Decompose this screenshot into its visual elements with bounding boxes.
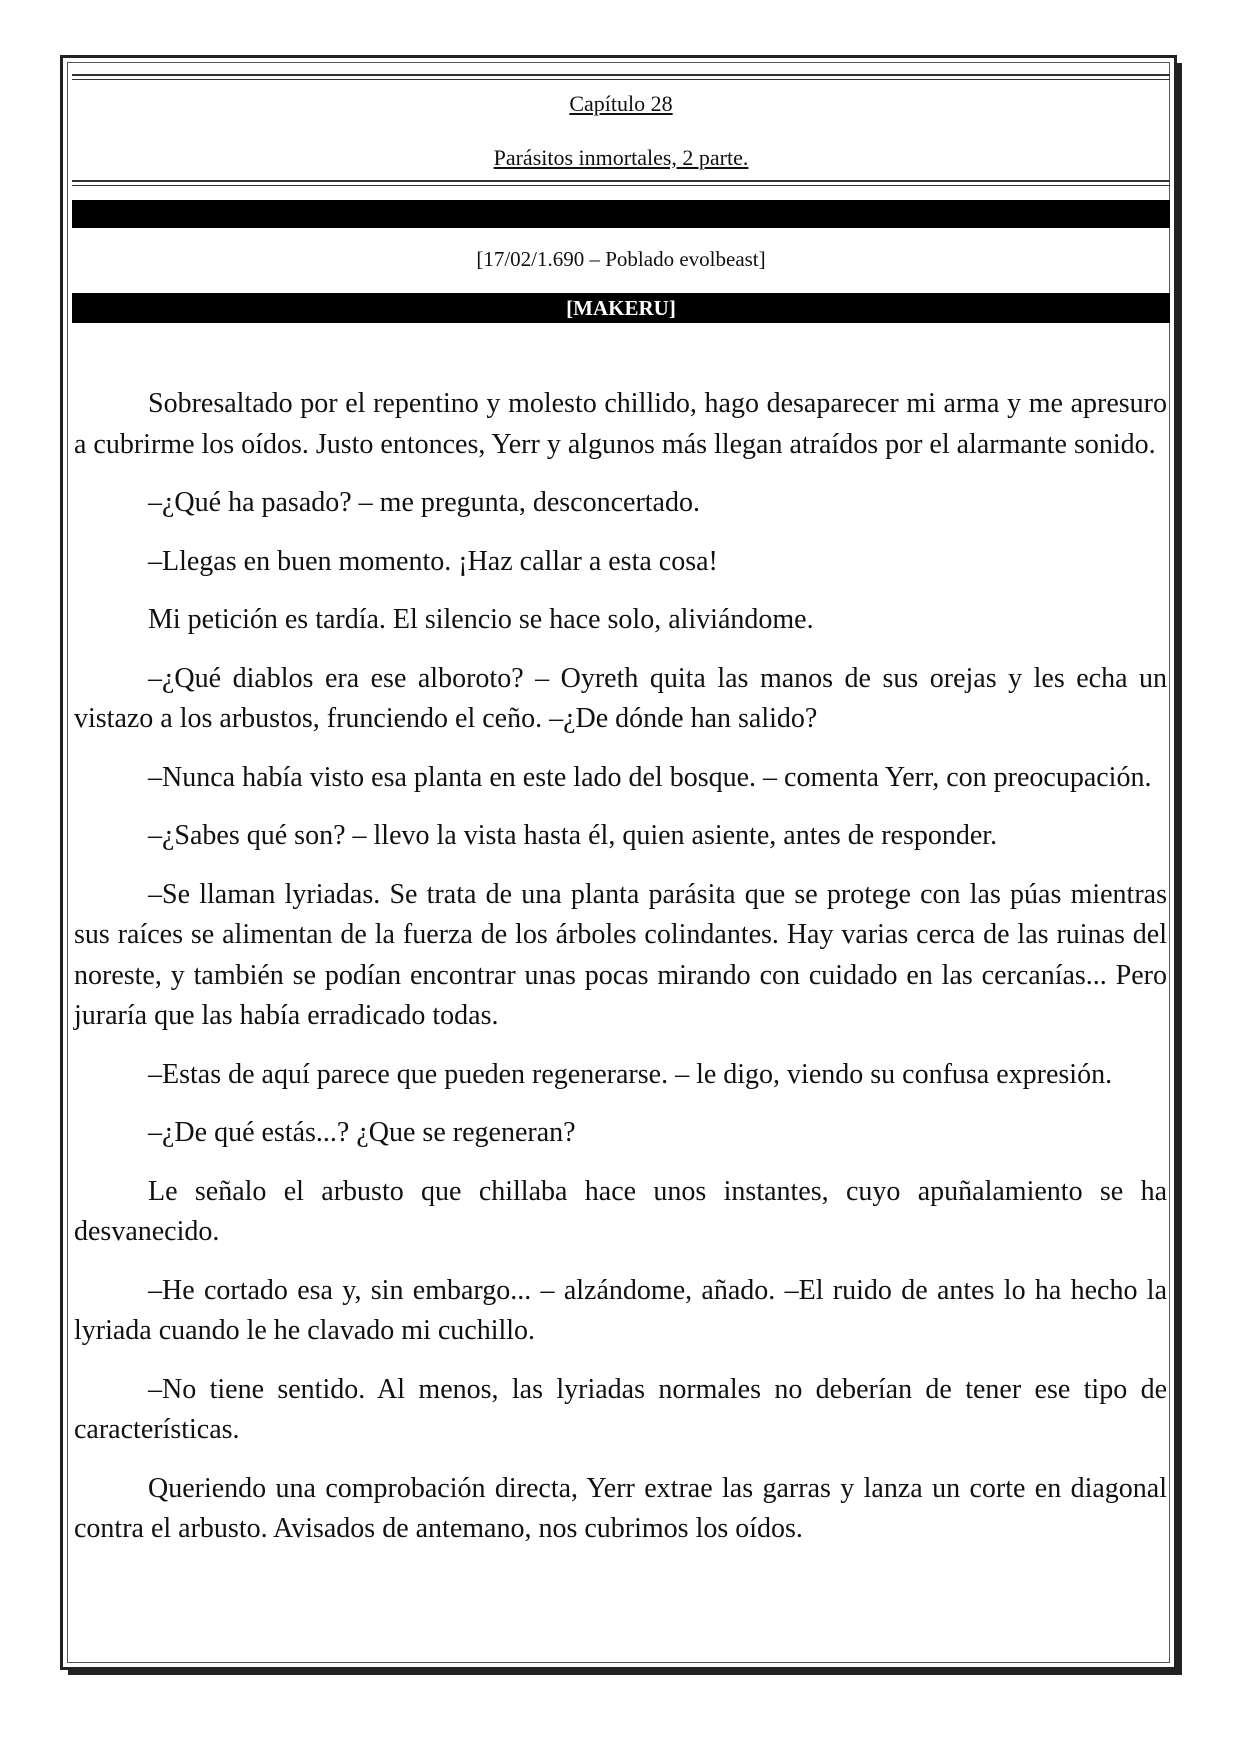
divider [72, 180, 1170, 186]
paragraph: Sobresaltado por el repentino y molesto chillido, hago desaparecer mi arma y me apresuro a cubrirme los oídos. Justo entonces, Yerr y algunos más llegan atraídos por el alarmante sonido. [74, 388, 1167, 460]
paragraph: –He cortado esa y, sin embargo... – alzándome, añado. –El ruido de antes lo ha hecho la lyriada cuando le he clavado mi cuchillo. [74, 1274, 1167, 1346]
separator-bar [72, 200, 1170, 228]
paragraph: –No tiene sentido. Al menos, las lyriadas normales no deberían de tener ese tipo de características. [74, 1373, 1167, 1445]
frame-shadow [1177, 63, 1182, 1675]
frame-shadow [68, 1670, 1182, 1675]
chapter-header [72, 74, 1170, 186]
paragraph: Mi petición es tardía. El silencio se hace solo, aliviándome. [148, 604, 814, 635]
divider [72, 74, 1170, 80]
chapter-title: Capítulo 28 [569, 91, 673, 116]
paragraph: –Llegas en buen momento. ¡Haz callar a esta cosa! [148, 545, 718, 577]
chapter-subtitle: Parásitos inmortales, 2 parte. [493, 145, 749, 170]
paragraph: –¿Qué ha pasado? – me pregunta, desconcertado. [148, 487, 700, 518]
paragraph: Queriendo una comprobación directa, Yerr extrae las garras y lanza un corte en diagonal contra el arbusto. Avisados de antemano, nos cubrimos los oídos. [74, 1472, 1167, 1544]
paragraph: Le señalo el arbusto que chillaba hace unos instantes, cuyo apuñalamiento se ha desvanecido. [74, 1175, 1167, 1247]
pov-label: [MAKERU] [566, 296, 676, 320]
paragraph: –Se llaman lyriadas. Se trata de una planta parásita que se protege con las púas mientras sus raíces se alimentan de la fuerza de los árboles colindantes. Hay varias cerca de las ruinas del noreste, y también se podían encontrar unas pocas mirando con cuidado en las cercanías... Pero juraría que las había erradicado todas. [74, 878, 1167, 1031]
paragraph: –Nunca había visto esa planta en este lado del bosque. – comenta Yerr, con preocupación. [148, 761, 1152, 793]
paragraph: –Estas de aquí parece que pueden regenerarse. – le digo, viendo su confusa expresión. [148, 1058, 1113, 1090]
paragraph: –¿Sabes qué son? – llevo la vista hasta él, quien asiente, antes de responder. [148, 820, 998, 851]
paragraph: –¿Qué diablos era ese alboroto? – Oyreth quita las manos de sus orejas y les echa un vistazo a los arbustos, frunciendo el ceño. –¿De dónde han salido? [74, 662, 1167, 734]
scene-date-location: [17/02/1.690 – Poblado evolbeast] [476, 247, 766, 271]
pov-banner [72, 293, 1170, 323]
chapter-body [74, 384, 1167, 1568]
paragraph: –¿De qué estás...? ¿Que se regeneran? [148, 1117, 576, 1148]
